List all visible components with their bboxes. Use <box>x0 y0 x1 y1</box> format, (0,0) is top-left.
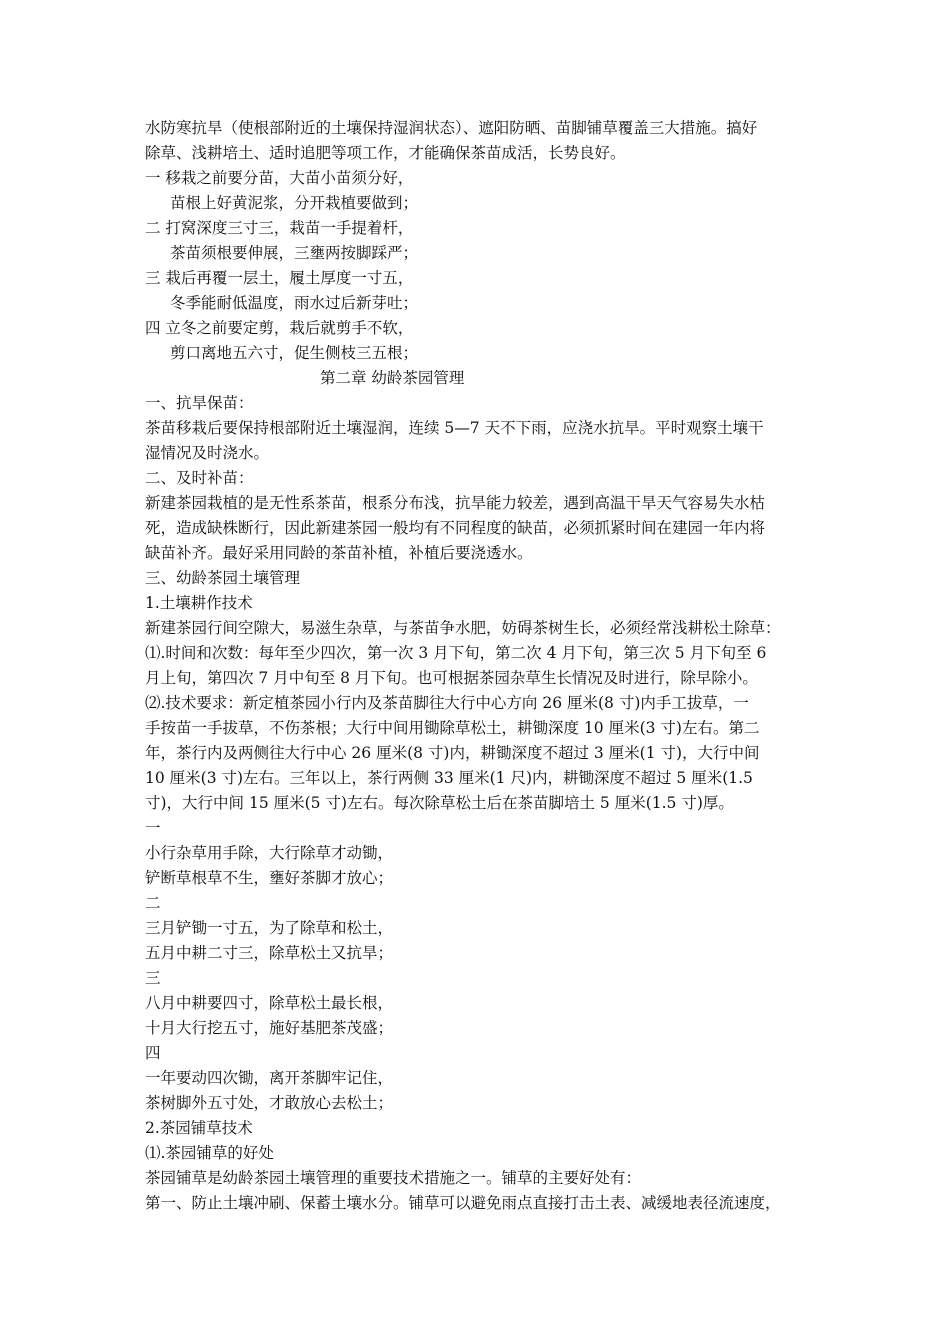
text-line: 除草、浅耕培土、适时追肥等项工作，才能确保茶苗成活，长势良好。 <box>145 144 626 162</box>
text-line: 年，茶行内及两侧往大行中心 26 厘米(8 寸)内，耕锄深度不超过 3 厘米(1 寸)，大行中间 <box>145 744 760 762</box>
verse-line: 小行杂草用手除，大行除草才动锄， <box>145 844 394 862</box>
text-line: 月上旬，第四次 7 月中旬至 8 月下旬。也可根据茶园杂草生长情况及时进行，除早除小。 <box>145 669 758 687</box>
verse-line: 冬季能耐低温度，雨水过后新芽吐； <box>170 294 419 312</box>
text-line: 水防寒抗旱（使根部附近的土壤保持湿润状态）、遮阳防晒、苗脚铺草覆盖三大措施。搞好 <box>145 119 758 137</box>
verse-line: 四 立冬之前要定剪，栽后就剪手不软， <box>145 319 414 337</box>
text-line: 10 厘米(3 寸)左右。三年以上，茶行两侧 33 厘米(1 尺)内，耕锄深度不超过 5 厘米(1.5 <box>145 769 753 787</box>
text-line: 死，造成缺株断行，因此新建茶园一般均有不同程度的缺苗，必须抓紧时间在建园一年内将 <box>145 519 766 537</box>
verse-line: 茶苗须根要伸展，三壅两按脚踩严； <box>170 244 419 262</box>
verse-line: 八月中耕要四寸，除草松土最长根， <box>145 994 394 1012</box>
verse-line: 一年要动四次锄，离开茶脚牢记住， <box>145 1069 394 1087</box>
text-line: 茶园铺草是幼龄茶园土壤管理的重要技术措施之一。铺草的主要好处有： <box>145 1169 642 1187</box>
text-line: ⑵.技术要求：新定植茶园小行内及茶苗脚往大行中心方向 26 厘米(8 寸)内手工拔草，一 <box>145 694 749 712</box>
text-line: 手按苗一手拔草，不伤茶根；大行中间用锄除草松土，耕锄深度 10 厘米(3 寸)左右。第二 <box>145 719 760 737</box>
verse-line: 苗根上好黄泥浆，分开栽植要做到； <box>170 194 419 212</box>
text-line: 第一、防止土壤冲刷、保蓄土壤水分。铺草可以避免雨点直接打击土表、减缓地表径流速度， <box>145 1194 781 1212</box>
verse-number: 一 <box>145 819 161 837</box>
verse-line: 铲断草根草不生，壅好茶脚才放心； <box>145 869 394 887</box>
verse-line: 十月大行挖五寸，施好基肥茶茂盛； <box>145 1019 394 1037</box>
text-line: 湿情况及时浇水。 <box>145 444 270 462</box>
verse-number: 三 <box>145 969 161 987</box>
text-line: ⑴.时间和次数：每年至少四次，第一次 3 月下旬，第二次 4 月下旬，第三次 5 月下旬至 6 <box>145 644 767 662</box>
subsection-heading: 1.土壤耕作技术 <box>145 594 253 612</box>
text-line: 新建茶园栽植的是无性系茶苗，根系分布浅，抗旱能力较差，遇到高温干旱天气容易失水枯 <box>145 494 766 512</box>
section-heading: 一、抗旱保苗： <box>145 394 254 412</box>
verse-line: 茶树脚外五寸处，才敢放心去松土； <box>145 1094 394 1112</box>
verse-line: 一 移栽之前要分苗，大苗小苗须分好， <box>145 169 414 187</box>
verse-line: 三 栽后再覆一层土，履土厚度一寸五， <box>145 269 414 287</box>
chapter-title: 第二章 幼龄茶园管理 <box>320 369 465 387</box>
verse-number: 二 <box>145 894 161 912</box>
verse-line: 五月中耕二寸三，除草松土又抗旱； <box>145 944 394 962</box>
verse-line: 二 打窝深度三寸三，栽苗一手提着杆， <box>145 219 414 237</box>
section-heading: 三、幼龄茶园土壤管理 <box>145 569 301 587</box>
subsection-heading: ⑴.茶园铺草的好处 <box>145 1144 274 1162</box>
section-heading: 二、及时补苗： <box>145 469 254 487</box>
text-line: 缺苗补齐。最好采用同龄的茶苗补植，补植后要浇透水。 <box>145 544 533 562</box>
verse-line: 三月铲锄一寸五，为了除草和松土， <box>145 919 394 937</box>
text-line: 寸)，大行中间 15 厘米(5 寸)左右。每次除草松土后在茶苗脚培土 5 厘米(1.5 寸)厚。 <box>145 794 734 812</box>
verse-line: 剪口离地五六寸，促生侧枝三五根； <box>170 344 419 362</box>
text-line: 茶苗移栽后要保持根部附近土壤湿润，连续 5—7 天不下雨，应浇水抗旱。平时观察土壤干 <box>145 419 764 437</box>
subsection-heading: 2.茶园铺草技术 <box>145 1119 253 1137</box>
verse-number: 四 <box>145 1044 161 1062</box>
text-line: 新建茶园行间空隙大，易滋生杂草，与茶苗争水肥，妨碍茶树生长，必须经常浅耕松土除草： <box>145 619 781 637</box>
